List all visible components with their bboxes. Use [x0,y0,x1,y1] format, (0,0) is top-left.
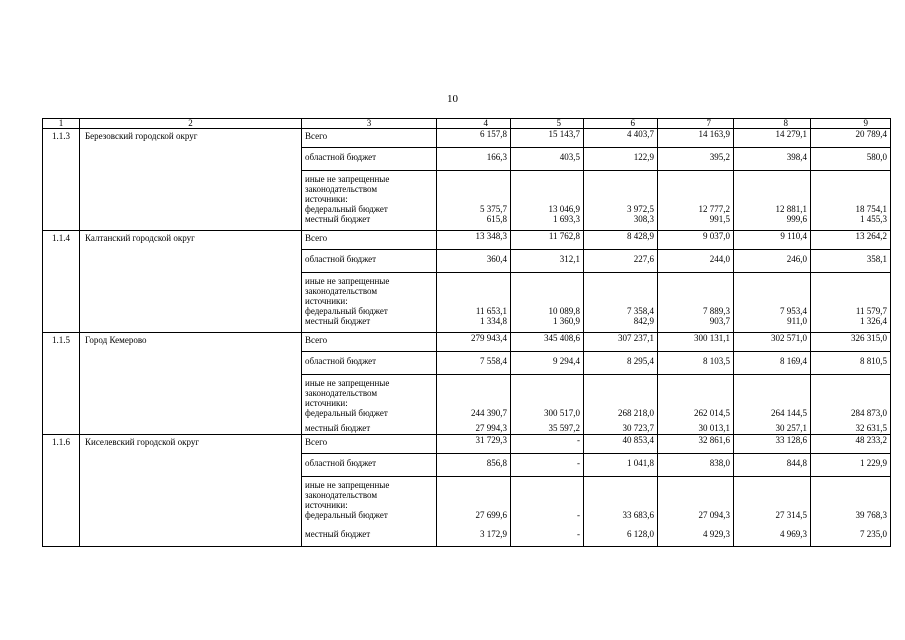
total-value: 302 571,0 [734,333,811,352]
total-value: 6 157,8 [437,129,511,148]
federal-value: 39 768,3 [855,510,887,520]
district-total-row [43,129,891,148]
other-sources-values [437,171,511,231]
federal-value: 5 375,7 [480,204,507,214]
row-label-regional: областной бюджет [302,454,437,477]
regional-value: 7 558,4 [437,352,511,375]
row-label-federal: федеральный бюджет [305,306,388,316]
column-header: 1 [43,119,80,129]
row-label-other-1: иные не запрещенные [305,174,390,184]
regional-value: 227,6 [584,250,658,273]
local-value: 1 326,4 [860,316,887,326]
federal-value: 244 390,7 [471,408,507,418]
regional-value: - [511,454,584,477]
total-value: 8 428,9 [584,231,658,250]
federal-value: - [577,510,580,520]
local-value: 1 455,3 [860,214,887,224]
total-value: 15 143,7 [511,129,584,148]
federal-value: 7 953,4 [780,306,807,316]
row-label-total: Всего [302,231,437,250]
total-value: 300 131,1 [658,333,734,352]
regional-value: 122,9 [584,148,658,171]
regional-value: 856,8 [437,454,511,477]
table-body [43,129,891,547]
local-value: 27 994,3 [475,423,507,433]
regional-value: 246,0 [734,250,811,273]
local-value: 35 597,2 [548,423,580,433]
local-value: 6 128,0 [627,529,654,539]
column-header: 4 [437,119,511,129]
federal-value: 7 358,4 [627,306,654,316]
total-value: 307 237,1 [584,333,658,352]
other-sources-values [811,375,891,435]
regional-value: 398,4 [734,148,811,171]
other-sources-values [584,273,658,333]
other-sources-values [734,375,811,435]
district-total-row [43,333,891,352]
other-sources-values [734,273,811,333]
total-value: 40 853,4 [584,435,658,454]
local-value: 911,0 [787,316,807,326]
regional-value: 1 041,8 [584,454,658,477]
row-label-other-3: источники: [305,500,348,510]
district-code: 1.1.4 [43,231,80,333]
district-total-row [43,231,891,250]
total-value: 33 128,6 [734,435,811,454]
total-value: 32 861,6 [658,435,734,454]
federal-value: 27 314,5 [775,510,807,520]
local-value: 4 929,3 [703,529,730,539]
district-code: 1.1.3 [43,129,80,231]
federal-value: 12 777,2 [698,204,730,214]
other-sources-values [511,171,584,231]
district-name: Калтанский городской округ [80,231,302,333]
row-label-other-3: источники: [305,194,348,204]
row-label-total: Всего [302,435,437,454]
federal-value: 11 653,1 [475,306,507,316]
other-sources-cell [302,375,437,435]
federal-value: 13 046,9 [548,204,580,214]
other-sources-values [584,171,658,231]
regional-value: 358,1 [811,250,891,273]
column-header: 8 [734,119,811,129]
total-value: 31 729,3 [437,435,511,454]
local-value: - [577,529,580,539]
row-label-other-1: иные не запрещенные [305,378,390,388]
row-label-regional: областной бюджет [302,250,437,273]
federal-value: 7 889,3 [703,306,730,316]
other-sources-values [658,273,734,333]
local-value: 30 013,1 [698,423,730,433]
row-label-total: Всего [302,129,437,148]
row-label-total: Всего [302,333,437,352]
district-total-row [43,435,891,454]
total-value: 20 789,4 [811,129,891,148]
regional-value: 166,3 [437,148,511,171]
local-value: 30 257,1 [775,423,807,433]
federal-value: 33 683,6 [622,510,654,520]
other-sources-values [734,171,811,231]
regional-value: 8 810,5 [811,352,891,375]
federal-value: 262 014,5 [694,408,730,418]
federal-value: 27 094,3 [698,510,730,520]
other-sources-cell [302,477,437,547]
other-sources-values [811,171,891,231]
district-name: Киселевский городской округ [80,435,302,547]
regional-value: 244,0 [658,250,734,273]
federal-value: 268 218,0 [618,408,654,418]
page-number: 10 [447,93,458,105]
regional-value: 844,8 [734,454,811,477]
column-header: 2 [80,119,302,129]
federal-value: 300 517,0 [544,408,580,418]
total-value: 9 037,0 [658,231,734,250]
other-sources-values [658,171,734,231]
row-label-other-2: законодательством [305,286,378,296]
local-value: 999,6 [786,214,807,224]
column-header: 6 [584,119,658,129]
local-value: 842,9 [633,316,654,326]
regional-value: 9 294,4 [511,352,584,375]
local-value: 1 360,9 [553,316,580,326]
total-value: 13 264,2 [811,231,891,250]
local-value: 991,5 [709,214,730,224]
total-value: 9 110,4 [734,231,811,250]
total-value: 4 403,7 [584,129,658,148]
district-code: 1.1.6 [43,435,80,547]
total-value: 13 348,3 [437,231,511,250]
total-value: 14 279,1 [734,129,811,148]
district-code: 1.1.5 [43,333,80,435]
other-sources-values [437,273,511,333]
local-value: 7 235,0 [860,529,887,539]
regional-value: 360,4 [437,250,511,273]
local-value: 615,8 [486,214,507,224]
total-value: 345 408,6 [511,333,584,352]
total-value: 14 163,9 [658,129,734,148]
column-header: 7 [658,119,734,129]
row-label-other-2: законодательством [305,184,378,194]
row-label-other-1: иные не запрещенные [305,276,390,286]
row-label-other-1: иные не запрещенные [305,480,390,490]
row-label-federal: федеральный бюджет [305,204,388,214]
regional-value: 838,0 [658,454,734,477]
regional-value: 1 229,9 [811,454,891,477]
local-value: 1 693,3 [553,214,580,224]
row-label-federal: федеральный бюджет [305,408,388,418]
other-sources-values [511,375,584,435]
regional-value: 312,1 [511,250,584,273]
federal-value: 18 754,1 [855,204,887,214]
other-sources-values [511,477,584,547]
local-value: 308,3 [633,214,654,224]
row-label-other-2: законодательством [305,388,378,398]
other-sources-values [511,273,584,333]
other-sources-values [811,273,891,333]
federal-value: 11 579,7 [855,306,887,316]
row-label-regional: областной бюджет [302,352,437,375]
regional-value: 403,5 [511,148,584,171]
row-label-other-3: источники: [305,398,348,408]
local-value: 30 723,7 [622,423,654,433]
federal-value: 3 972,5 [627,204,654,214]
other-sources-cell [302,171,437,231]
other-sources-values [658,375,734,435]
federal-value: 12 881,1 [775,204,807,214]
local-value: 32 631,5 [855,423,887,433]
local-value: 4 969,3 [780,529,807,539]
other-sources-values [811,477,891,547]
regional-value: 8 169,4 [734,352,811,375]
other-sources-values [437,375,511,435]
total-value: - [511,435,584,454]
column-header-row [43,119,891,129]
row-label-local: местный бюджет [305,423,371,433]
column-header: 3 [302,119,437,129]
district-name: Город Кемерово [80,333,302,435]
regional-value: 8 103,5 [658,352,734,375]
other-sources-values [584,477,658,547]
row-label-other-2: законодательством [305,490,378,500]
row-label-federal: федеральный бюджет [305,510,388,520]
federal-value: 27 699,6 [475,510,507,520]
total-value: 48 233,2 [811,435,891,454]
budget-table [42,118,891,547]
other-sources-values [734,477,811,547]
row-label-other-3: источники: [305,296,348,306]
other-sources-values [437,477,511,547]
district-name: Березовский городской округ [80,129,302,231]
other-sources-cell [302,273,437,333]
row-label-local: местный бюджет [305,529,371,539]
total-value: 11 762,8 [511,231,584,250]
column-header: 9 [811,119,891,129]
federal-value: 10 089,8 [548,306,580,316]
regional-value: 395,2 [658,148,734,171]
column-header: 5 [511,119,584,129]
row-label-local: местный бюджет [305,316,371,326]
row-label-local: местный бюджет [305,214,371,224]
other-sources-values [584,375,658,435]
other-sources-values [658,477,734,547]
local-value: 3 172,9 [480,529,507,539]
local-value: 903,7 [709,316,730,326]
local-value: 1 334,8 [480,316,507,326]
total-value: 279 943,4 [437,333,511,352]
row-label-regional: областной бюджет [302,148,437,171]
regional-value: 8 295,4 [584,352,658,375]
total-value: 326 315,0 [811,333,891,352]
regional-value: 580,0 [811,148,891,171]
federal-value: 264 144,5 [771,408,807,418]
federal-value: 284 873,0 [851,408,887,418]
